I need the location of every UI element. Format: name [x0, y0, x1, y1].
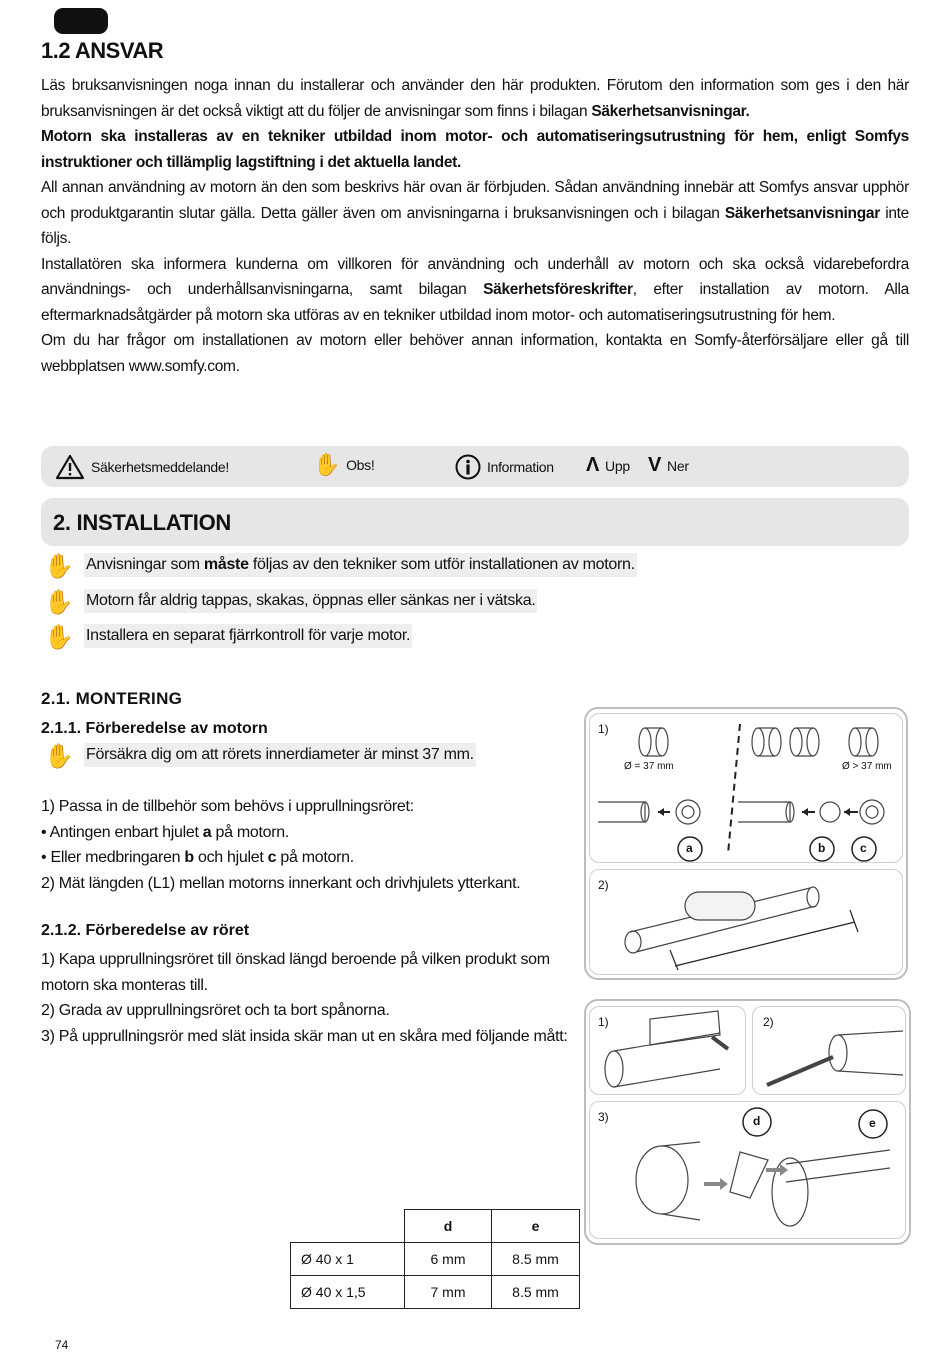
legend-note-label: Obs!: [346, 457, 375, 473]
panel-number: 3): [598, 1110, 609, 1124]
panel-number: 2): [763, 1015, 774, 1029]
tube-size-cell: Ø 40 x 1,5: [291, 1276, 405, 1309]
e-value-cell: 8.5 mm: [492, 1276, 580, 1309]
panel-number: 2): [598, 878, 609, 892]
notice-must-follow: [44, 553, 637, 581]
d-value-cell: 6 mm: [405, 1243, 492, 1276]
notice-text: Anvisningar som måste följas av den tekniker som utför installationen av motorn.: [84, 553, 637, 577]
legend-warning: [55, 454, 229, 480]
hand-icon: ✋: [44, 553, 74, 580]
callout-b: b: [818, 841, 826, 855]
info-icon: [455, 454, 481, 480]
step-cut-notch: 3) På upprullningsrör med slät insida skär man ut en skåra med följande mått:: [41, 1027, 568, 1045]
legend-note: [313, 454, 374, 476]
step-cut-tube: 1) Kapa upprullningsröret till önskad längd beroende på vilken produkt som motorn ska monteras till.: [41, 951, 550, 994]
hand-icon: ✋: [44, 743, 74, 770]
tube-preparation-steps: [41, 947, 586, 1049]
file-icon: [753, 1007, 907, 1096]
d-value-cell: 7 mm: [405, 1276, 492, 1309]
symbol-legend-bar: [41, 446, 909, 487]
callout-d: d: [753, 1114, 761, 1128]
paragraph-contact: Om du har frågor om installationen av motorn eller behöver annan information, kontakta en Somfy-återförsäljare eller gå till webbplatsen www.somfy.com.: [41, 332, 909, 375]
figure-panel-deburr: [752, 1006, 906, 1095]
notch-illustration: [590, 1102, 907, 1240]
down-arrow-icon: V: [648, 454, 662, 476]
legend-down: [648, 454, 689, 477]
paragraph-prohibited-use: All annan användning av motorn än den som beskrivs här ovan är förbjuden. Sådan användning innebär att Somfys ansvar upphör och produktgarantin slutar gälla. Detta gäller även om anvisningarna i bruksanvisningen och i bilagan Säkerhetsanvisningar inte följs.: [41, 179, 909, 247]
accessories-illustration: [590, 714, 904, 864]
notice-text: Installera en separat fjärrkontroll för varje motor.: [84, 624, 412, 648]
motor-preparation-heading: 2.1.1. Förberedelse av motorn: [41, 720, 268, 737]
section-responsibility-body: [41, 73, 909, 379]
table-row: [291, 1243, 580, 1276]
table-header-row: [291, 1210, 580, 1243]
legend-up: [586, 454, 630, 477]
mounting-heading: 2.1. MONTERING: [41, 689, 183, 708]
table-corner: [291, 1210, 405, 1243]
page-number: 74: [55, 1338, 69, 1352]
e-value-cell: 8.5 mm: [492, 1243, 580, 1276]
figure-panel-cut: [589, 1006, 746, 1095]
notice-handling: [44, 589, 537, 617]
section-heading-responsibility: 1.2 ANSVAR: [41, 38, 164, 63]
legend-down-label: Ner: [667, 457, 689, 474]
legend-up-label: Upp: [605, 457, 630, 474]
hacksaw-icon: [590, 1007, 747, 1096]
panel-number: 1): [598, 722, 609, 736]
motor-preparation-steps: [41, 794, 581, 896]
diameter-greater-label: Ø > 37 mm: [842, 761, 892, 772]
table-row: [291, 1276, 580, 1309]
notice-separate-remote: [44, 624, 412, 652]
installation-heading-bar: [41, 498, 909, 546]
step-deburr-tube: 2) Grada av upprullningsröret och ta bort spånorna.: [41, 1002, 390, 1019]
step-adapter-and-wheel: • Eller medbringaren b och hjulet c på motorn.: [41, 849, 354, 866]
callout-a: a: [686, 841, 693, 855]
diameter-equal-label: Ø = 37 mm: [624, 761, 674, 772]
warning-triangle-icon: [55, 454, 85, 480]
callout-e: e: [869, 1116, 876, 1130]
callout-c: c: [860, 841, 867, 855]
hand-icon: ✋: [44, 624, 74, 651]
paragraph-read-manual: Läs bruksanvisningen noga innan du installerar och använder den här produkten. Förutom den information som ges i den här bruksanvisningen är det också viktigt att du följer de anvisningar som finns i bilagan Säkerhetsanvisningar.: [41, 77, 909, 120]
notice-text: Försäkra dig om att rörets innerdiameter är minst 37 mm.: [84, 743, 476, 767]
tube-preparation-heading: 2.1.2. Förberedelse av röret: [41, 922, 250, 939]
legend-info-label: Information: [487, 459, 554, 475]
legend-warning-label: Säkerhetsmeddelande!: [91, 459, 229, 475]
column-header-e: e: [492, 1210, 580, 1243]
hand-icon: ✋: [313, 452, 341, 477]
figure-panel-notch: [589, 1101, 906, 1239]
step-fit-accessories: 1) Passa in de tillbehör som behövs i upprullningsröret:: [41, 798, 414, 815]
tube-size-cell: Ø 40 x 1: [291, 1243, 405, 1276]
up-arrow-icon: Λ: [586, 454, 600, 476]
installation-title: 2. INSTALLATION: [53, 510, 232, 535]
measure-length-illustration: [590, 870, 904, 976]
notice-text: Motorn får aldrig tappas, skakas, öppnas eller sänkas ner i vätska.: [84, 589, 537, 613]
tube-preparation-figure: [584, 999, 911, 1245]
figure-panel-accessories: [589, 713, 903, 863]
column-header-d: d: [405, 1210, 492, 1243]
panel-number: 1): [598, 1015, 609, 1029]
step-wheel-only: • Antingen enbart hjulet a på motorn.: [41, 823, 290, 841]
step-measure-length: 2) Mät längden (L1) mellan motorns innerkant och drivhjulets ytterkant.: [41, 874, 521, 892]
hand-icon: ✋: [44, 589, 74, 616]
notch-dimension-table: [290, 1209, 580, 1309]
legend-info: [455, 454, 554, 480]
chapter-tab-marker: [54, 8, 108, 34]
motor-preparation-figure: [584, 707, 908, 980]
figure-panel-measure: [589, 869, 903, 975]
paragraph-inform-customers: Installatören ska informera kunderna om villkoren för användning och underhåll av motorn och ska också vidarebefordra användnings- och underhållsanvisningarna, samt bilagan Säkerhetsföreskrifter, efter installation av motorn. Alla eftermarknadsåtgärder på motorn ska utföras av en tekniker utbildad inom motor- och automatiseringsutrustning för hem.: [41, 255, 910, 324]
notice-tube-diameter: [44, 743, 476, 771]
paragraph-installer-requirement: Motorn ska installeras av en tekniker utbildad inom motor- och automatiseringsutrustning för hem, enligt Somfys instruktioner och tillämplig lagstiftning i det aktuella landet.: [41, 128, 909, 171]
